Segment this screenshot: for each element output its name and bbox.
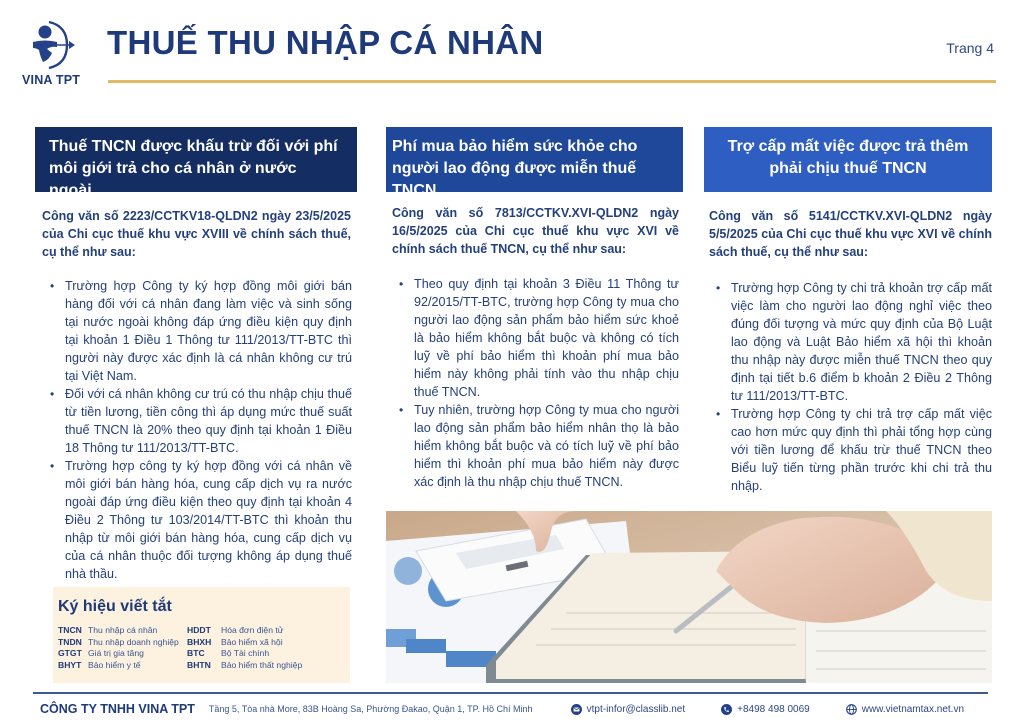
phone-contact[interactable]: [721, 704, 810, 715]
company-logo: [18, 20, 88, 92]
phone-link[interactable]: +8498 498 0069: [737, 703, 810, 715]
header-divider: [108, 80, 996, 83]
article-heading: Trợ cấp mất việc được trả thêm phải chịu thuế TNCN: [704, 127, 992, 192]
bullet-item: • Trường hợp công ty ký hợp đồng với cá nhân về môi giới bán hàng hóa, cung cấp dịch vụ ra nước ngoài đáp ứng điều kiện theo quy định tại khoản 4 Điều 2 Thông tư 103/2014/TT-BTC thì khoản thu nhập từ môi giới bán hàng hóa, cung cấp dịch vụ của cá nhân thuộc đối tượng không áp dụng thuế nhà thầu.: [65, 457, 352, 583]
article-bullets: [386, 275, 683, 491]
article-column-2: [386, 127, 683, 491]
footer: [40, 700, 1000, 718]
archer-logo-icon: [31, 20, 75, 72]
article-column-3: [704, 127, 992, 495]
legend-abbr: GTGT: [58, 648, 82, 659]
legend-meaning: Bảo hiểm xã hội: [221, 636, 283, 647]
company-address: Tầng 5, Tòa nhà More, 83B Hoàng Sa, Phường Đakao, Quận 1, TP. Hồ Chí Minh: [208, 704, 533, 714]
legend-meaning: Bảo hiểm y tế: [88, 660, 141, 671]
article-heading: Thuế TNCN được khấu trừ đối với phí môi giới trả cho cá nhân ở nước ngoài: [35, 127, 357, 192]
page-number: Trang 4: [946, 40, 994, 56]
legend-abbr: BHTN: [187, 660, 211, 671]
legend-grid: [58, 625, 350, 672]
legend-abbr: BTC: [187, 648, 205, 659]
bullet-item: • Trường hợp Công ty chi trả trợ cấp mất việc cao hơn mức quy định thì phải tổng hợp cùng với tiền lương để khấu trừ thuế TNCN theo Biểu luỹ tiến từng phần trước khi chi trả thu nhập.: [731, 405, 992, 495]
company-name: CÔNG TY TNHH VINA TPT: [40, 702, 195, 716]
accounting-photo-icon: [386, 511, 992, 683]
legend-abbr: TNDN: [58, 636, 82, 647]
article-lead: Công văn số 7813/CCTKV.XVI-QLDN2 ngày 16/5/2025 của Chi cục thuế khu vực XVI về chính sách thuế TNCN, cụ thể như sau:: [392, 206, 679, 256]
legend-abbr: HDDT: [187, 625, 211, 635]
legend-meaning: Thu nhập doanh nghiệp: [88, 636, 179, 647]
email-contact[interactable]: [571, 704, 686, 715]
legend-title: Ký hiệu viết tắt: [58, 598, 172, 615]
article-bullets: [35, 277, 357, 583]
page-title: THUẾ THU NHẬP CÁ NHÂN: [107, 24, 544, 61]
legend-abbr: BHYT: [58, 660, 82, 671]
bullet-item: • Tuy nhiên, trường hợp Công ty mua cho người lao động sản phẩm bảo hiểm nhân thọ là bảo hiểm không bắt buộc và có tích luỹ về phí bảo hiểm thì khoản phí mua bảo hiểm này được xác định là thu nhập chịu thuế TNCN.: [414, 401, 679, 491]
article-lead: Công văn số 5141/CCTKV.XVI-QLDN2 ngày 5/5/2025 của Chi cục thuế khu vực XVI về chính sách thuế, cụ thể như sau:: [709, 209, 992, 259]
email-link[interactable]: vtpt-infor@classlib.net: [586, 703, 686, 715]
legend-meaning: Hóa đơn điện tử: [221, 625, 284, 635]
legend-meaning: Thu nhập cá nhân: [88, 625, 158, 635]
footer-divider: [33, 692, 988, 694]
legend-meaning: Giá trị gia tăng: [88, 648, 144, 659]
accounting-photo: [386, 511, 992, 683]
legend-meaning: Bảo hiểm thất nghiệp: [221, 660, 303, 671]
bullet-item: • Theo quy định tại khoản 3 Điều 11 Thông tư 92/2015/TT-BTC, trường hợp Công ty mua cho người lao động sản phẩm bảo hiểm sức khoẻ là bảo hiểm không bắt buộc và không có tích luỹ về phí bảo hiểm thì khoản phí mua bảo hiểm này không phải tính vào thu nhập chịu thuế TNCN.: [414, 275, 679, 401]
globe-icon: [846, 704, 857, 715]
article-column-1: [35, 127, 357, 583]
legend-meaning: Bộ Tài chính: [221, 648, 270, 659]
bullet-item: • Trường hợp Công ty ký hợp đồng môi giới bán hàng đối với cá nhân đang làm việc và sinh sống tại nước ngoài không đáp ứng điều kiện quy định tại khoản 1 Điều 1 Thông tư 111/2013/TT-BTC thì người này được xác định là cá nhân không cư trú tại Việt Nam.: [65, 277, 352, 385]
abbreviation-legend: [53, 587, 350, 683]
article-heading: Phí mua bảo hiểm sức khỏe cho người lao động được miễn thuế TNCN: [386, 127, 683, 192]
website-contact[interactable]: [846, 704, 964, 715]
email-icon: [571, 704, 582, 715]
article-bullets: [704, 279, 992, 495]
legend-abbr: TNCN: [58, 625, 82, 635]
bullet-item: • Đối với cá nhân không cư trú có thu nhập chịu thuế từ tiền lương, tiền công thì áp dụng mức thuế suất thuế TNCN là 20% theo quy định tại khoản 1 Điều 18 Thông tư 111/2013/TT-BTC.: [65, 385, 352, 457]
legend-abbr: BHXH: [187, 636, 212, 647]
bullet-item: • Trường hợp Công ty chi trả khoản trợ cấp mất việc làm cho người lao động nghỉ việc theo đúng đối tượng và mức quy định của Bộ Luật lao động và Luật Bảo hiểm xã hội thì khoản thu nhập này được miễn thuế TNCN theo quy định tại tiết b.6 điểm b khoản 2 Điều 2 Thông tư 111/2013/TT-BTC.: [731, 279, 992, 405]
website-link[interactable]: www.vietnamtax.net.vn: [861, 703, 964, 715]
article-lead: Công văn số 2223/CCTKV18-QLDN2 ngày 23/5/2025 của Chi cục thuế khu vực XVIII về chính sách thuế, cụ thể như sau:: [42, 209, 351, 259]
logo-text: VINA TPT: [22, 73, 81, 87]
phone-icon: [721, 704, 732, 715]
